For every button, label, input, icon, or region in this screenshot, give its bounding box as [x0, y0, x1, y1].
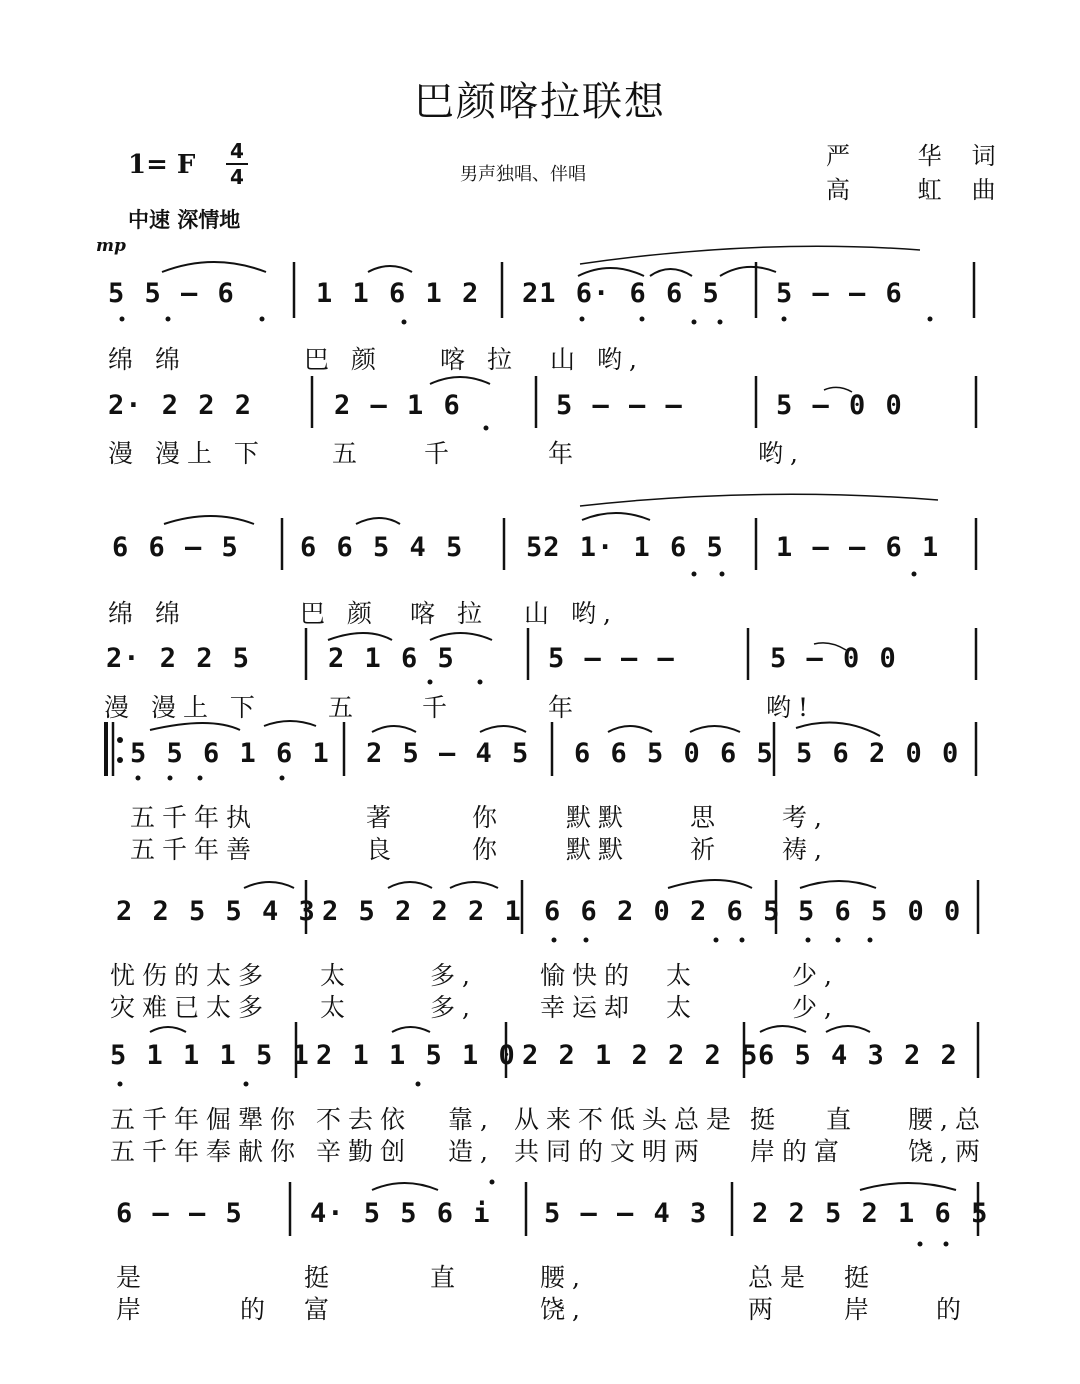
measure: 2 1 1 5 1 0: [316, 1040, 516, 1071]
lyric-line: 漫 漫上 下 五 千 年 哟!: [104, 693, 816, 722]
performance-note: 男声独唱、伴唱: [460, 164, 586, 185]
time-signature-bottom: 4: [230, 165, 244, 189]
measure: 2 2 1 2 2 2 5: [522, 1040, 759, 1071]
measure: 6 6 5 0 6 5: [574, 738, 774, 769]
measure: 5 – – –: [548, 643, 675, 674]
measure: 21 6· 6 6 5: [522, 278, 720, 309]
measure: 1 1 6 1 2: [316, 278, 480, 309]
lyricist-credit: 严 华词: [826, 142, 1026, 170]
octave-dots: [118, 317, 949, 1247]
measure: 5 6 2 0 0: [796, 738, 960, 769]
measure: 5 1 1 1 5 1: [110, 1040, 310, 1071]
measure: 4· 5 5 6 i: [310, 1198, 491, 1229]
lyric-line-verse-2: 五千年奉献你 辛勤创 造, 共同的文明两 岸的富 饶,两: [110, 1137, 987, 1166]
measure: 5 – – –: [556, 390, 683, 421]
slurs: [150, 246, 956, 1190]
lyric-line-verse-1: 是 挺 直 腰, 总是 挺: [116, 1263, 877, 1292]
song-title: 巴颜喀拉联想: [414, 79, 666, 125]
measure: 2 2 5 5 4 3: [116, 896, 316, 927]
measure: 2 2 5 2 1 6 5: [752, 1198, 989, 1229]
lyric-line-verse-1: 忧伤的太多 太 多, 愉快的 太 少,: [110, 961, 839, 990]
measure: 5 – 0 0: [770, 643, 897, 674]
measure: 6 – – 5: [116, 1198, 243, 1229]
measure: 1 – – 6 1: [776, 532, 940, 563]
measure: 52 1· 1 6 5: [526, 532, 724, 563]
measure: 6 6 2 0 2 6 5: [544, 896, 781, 927]
lyric-line: 绵 绵 巴 颜 喀 拉 山 哟,: [108, 345, 644, 374]
lyric-line: 漫 漫上 下 五 千 年 哟,: [108, 439, 805, 468]
measure: 2 5 2 2 2 1: [322, 896, 522, 927]
lyric-line-verse-1: 五千年执 著 你 默默 思 考,: [130, 803, 829, 832]
measure: 2 5 – 4 5: [366, 738, 530, 769]
key-signature: 1= F: [128, 150, 196, 180]
measure: 2 – 1 6: [334, 390, 461, 421]
measure: 6 6 5 4 5: [300, 532, 464, 563]
time-signature-top: 4: [230, 139, 244, 163]
lyric-line: 绵 绵 巴 颜 喀 拉 山 哟,: [108, 599, 618, 628]
measure: 6 6 – 5: [112, 532, 239, 563]
measure: 5 – – 4 3: [544, 1198, 708, 1229]
measure: 5 – – 6: [776, 278, 903, 309]
lyric-line-verse-1: 五千年倔犟你 不去依 靠, 从来不低头总是 挺 直 腰,总: [110, 1105, 987, 1134]
measure: 5 6 5 0 0: [798, 896, 962, 927]
lyric-line-verse-2: 五千年善 良 你 默默 祈 祷,: [130, 835, 829, 864]
repeat-dots: [117, 737, 123, 763]
measure: 5 5 – 6: [108, 278, 235, 309]
dynamic-marking: mp: [96, 236, 126, 256]
lyric-line-verse-2: 岸 的 富 饶, 两 岸 的: [116, 1295, 969, 1324]
measure: 2 1 6 5: [328, 643, 455, 674]
bar-lines: [106, 262, 978, 1236]
measure: 5 5 6 1 6 1: [130, 738, 330, 769]
measure: 2· 2 2 5: [106, 643, 251, 674]
lyric-line-verse-2: 灾难已太多 太 多, 幸运却 太 少,: [110, 993, 839, 1022]
measure: 6 5 4 3 2 2: [758, 1040, 958, 1071]
measure: 5 – 0 0: [776, 390, 903, 421]
tempo-marking: 中速 深情地: [128, 207, 241, 232]
measure: 2· 2 2 2: [108, 390, 253, 421]
composer-credit: 高 虹曲: [826, 176, 1026, 204]
